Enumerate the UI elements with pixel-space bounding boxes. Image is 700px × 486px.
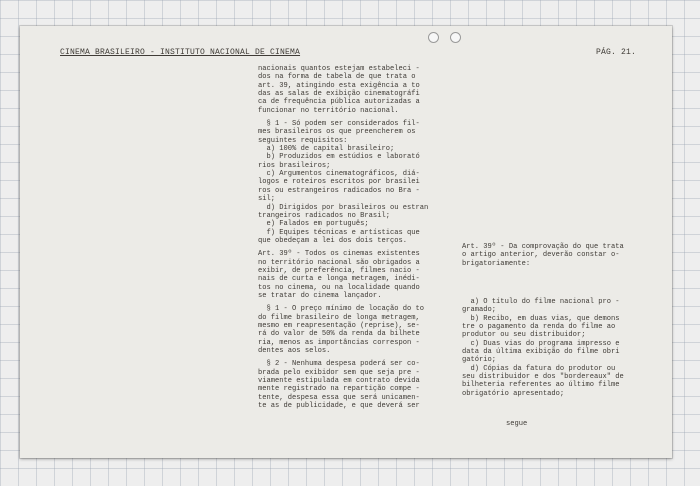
text-line: seguintes requisitos: xyxy=(258,136,348,145)
text-line: que obedeçam a lei dos dois terços. xyxy=(258,236,407,245)
text-line: o artigo anterior, deverão constar o- xyxy=(462,251,620,260)
page-header-title: CINEMA BRASILEIRO - INSTITUTO NACIONAL DE CINEMA xyxy=(60,48,301,57)
text-line: dos na forma de tabela de que trata o xyxy=(258,73,416,82)
text-line: ros ou estrangeiros radicados no Bra - xyxy=(258,186,420,195)
text-line: brada pelo exibidor sem que seja pre - xyxy=(258,368,420,377)
text-line: brigatoriamente: xyxy=(462,259,531,268)
page-number: PÁG. 21. xyxy=(595,48,636,57)
continuation-note: segue xyxy=(506,420,528,428)
text-line: Art. 39º - Da comprovação do que trata xyxy=(462,243,624,251)
text-line: Art. 39º - Todos os cinemas existentes xyxy=(258,250,420,259)
text-line: art. 39, atingindo esta exigência a to xyxy=(258,81,420,90)
text-line: se tratar do cinema lançador. xyxy=(258,291,382,300)
text-line: viamente estipulada em contrato devida xyxy=(258,377,420,386)
text-line: bilheteria referentes ao último filme xyxy=(462,381,620,390)
text-line: rios brasileiros; xyxy=(258,161,331,170)
text-line: b) Recibo, em duas vias, que demons xyxy=(462,314,620,323)
text-line: ria, menos as importâncias correspon - xyxy=(258,338,420,347)
text-line: exibir, de preferência, filmes nacio - xyxy=(258,266,420,275)
document-page xyxy=(20,26,672,458)
text-line: gramado; xyxy=(462,306,497,315)
text-line: produtor ou seu distribuidor; xyxy=(462,331,586,340)
text-line: rá do valor de 50% da renda da bilhete xyxy=(258,330,420,339)
text-line: tre o pagamento da renda do filme ao xyxy=(462,323,616,332)
text-line: tente, despesa essa que será unicamen- xyxy=(258,393,420,402)
text-line: § 1 - O preço mínimo de locação do to xyxy=(258,305,425,314)
right-text-column xyxy=(462,243,662,398)
text-line: § 1 - Só podem ser considerados fil- xyxy=(258,120,420,129)
text-line: ca de frequência pública autorizadas a xyxy=(258,98,420,107)
text-line: c) Argumentos cinematográficos, diá- xyxy=(258,170,420,179)
text-line: d) Cópias da fatura do produtor ou xyxy=(462,364,616,373)
text-line: c) Duas vias do programa impresso e xyxy=(462,339,620,348)
punch-hole xyxy=(428,32,439,43)
text-line: f) Equipes técnicas e artísticas que xyxy=(258,228,420,237)
text-line: mente registrado na repartição compe - xyxy=(258,385,420,394)
text-line: nacionais quantos estejam estabeleci - xyxy=(258,65,420,73)
text-line: a) O título do filme nacional pro - xyxy=(462,298,620,307)
text-line: gatório; xyxy=(462,356,497,365)
text-line: logos e roteiros escritos por brasilei xyxy=(258,178,420,187)
text-line: no território nacional são obrigados a xyxy=(258,258,420,267)
text-line: b) Produzidos em estúdios e laborató xyxy=(258,153,420,162)
text-line: seu distribuidor e dos "bordereaux" de xyxy=(462,373,624,382)
text-line: d) Dirigidos por brasileiros ou estran xyxy=(258,203,429,212)
text-line: te as de publicidade, e que deverá ser xyxy=(258,402,420,411)
text-line: a) 100% de capital brasileiro; xyxy=(258,145,395,154)
text-line: funcionar no território nacional. xyxy=(258,106,399,115)
punch-hole xyxy=(450,32,461,43)
left-text-column xyxy=(258,65,462,410)
text-line: nais de curta e longa metragem, inédi- xyxy=(258,275,420,284)
text-line: do filme brasileiro de longa metragem, xyxy=(258,313,420,322)
text-line: das as salas de exibição cinematográfi xyxy=(258,90,420,99)
text-line: sil; xyxy=(258,195,276,204)
text-line: trangeiros radicados no Brasil; xyxy=(258,211,390,220)
text-line: e) Falados em português; xyxy=(258,220,369,229)
text-line: § 2 - Nenhuma despesa poderá ser co- xyxy=(258,360,420,369)
text-line: mesmo em reapresentação (reprise), se- xyxy=(258,321,420,330)
text-line: obrigatório apresentado; xyxy=(462,389,565,398)
text-line: tos no cinema, ou na localidade quando xyxy=(258,283,420,292)
text-line: dentes aos selos. xyxy=(258,347,331,355)
text-line: mes brasileiros os que preencherem os xyxy=(258,128,416,137)
text-line: data da última exibição do filme obri xyxy=(462,348,620,357)
